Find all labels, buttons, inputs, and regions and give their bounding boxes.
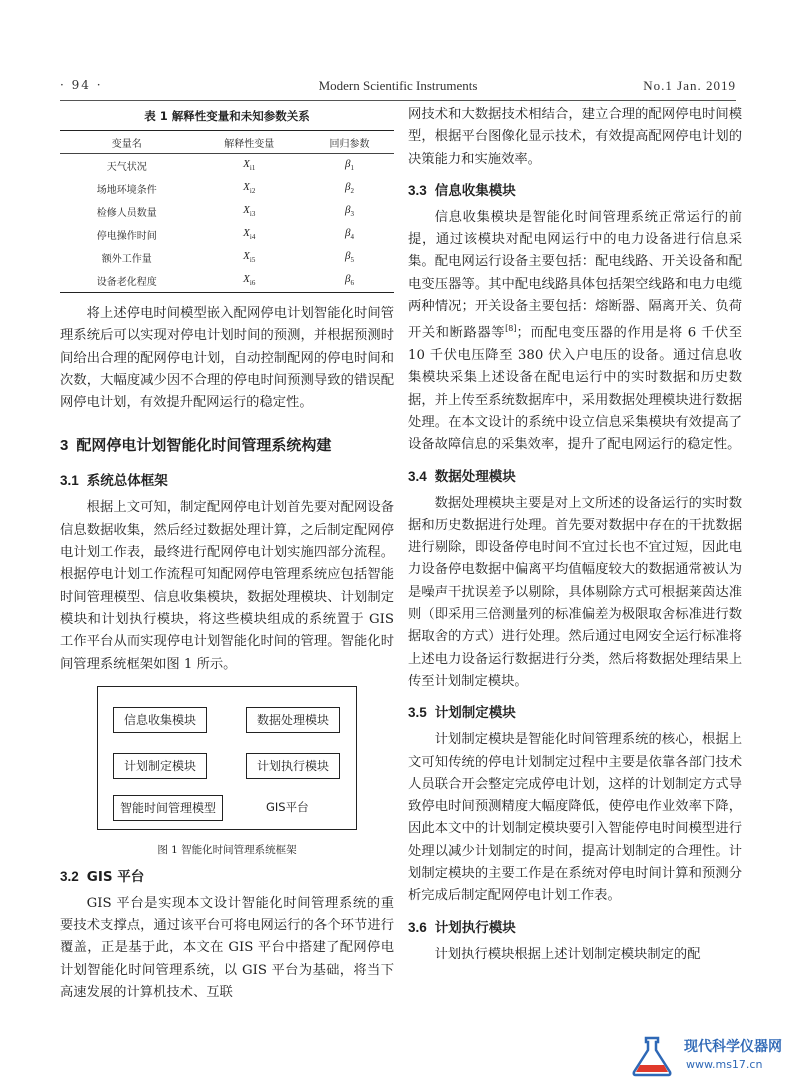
right-column — [408, 104, 742, 966]
table-row — [60, 246, 394, 269]
data-processing-box: 数据处理模块 — [246, 707, 340, 733]
paragraph: 根据上文可知，制定配网停电计划首先要对配网设备信息数据收集，然后经过数据处理计算，之后制定配网停电计划工作表，最终进行配网停电计划实施四部分流程。根据停电计划工作流程可知配网停电管理系统应包括智能时间管理模型、信息收集模块，数据处理模块、计划制定模块和计划执行模块，将这些模块组成的系统置于 GIS 工作平台从而实现停电计划智能化时间的管理。智能化时间管理系统框架如图 1 所示。 — [60, 500, 394, 672]
table-caption: 表 1 解释性变量和未知参数关系 — [144, 109, 310, 123]
section-heading-3-6 — [408, 916, 742, 936]
paragraph: 网技术和大数据技术相结合，建立合理的配网停电时间模型，根据平台图像化显示技术，有效提高配网停电计划的决策能力和实施效率。 — [408, 107, 742, 167]
watermark-name: 现代科学仪器网 — [684, 1039, 782, 1055]
section-number: 3.1 — [60, 473, 79, 489]
page-number: · 94 · — [60, 78, 103, 92]
table-row — [60, 269, 394, 293]
variable-name-cell: 设备老化程度 — [60, 269, 194, 293]
watermark-url: www.ms17.cn — [686, 1058, 763, 1071]
plan-execution-box: 计划执行模块 — [246, 753, 340, 779]
paragraph: 计划执行模块根据上述计划制定模块制定的配 — [434, 946, 701, 962]
regression-param-cell: $\beta_4$ — [344, 227, 354, 242]
explanatory-variable-cell: $X_{i2}$ — [243, 181, 256, 196]
paragraph-text: 信息收集模块是智能化时间管理系统正常运行的前提，通过该模块对配电网运行中的电力设备进行信息采集。配电网运行设备主要包括：配电线路、开关设备和配电变压器等。其中配电线路具体包括架空线路和电力电缆两种情况；开关设备主要包括：熔断器、隔离开关、负荷开关和断路器等 — [408, 209, 742, 341]
section-heading-3 — [60, 434, 394, 455]
column-header: 回归参数 — [305, 131, 394, 154]
column-header: 变量名 — [60, 131, 194, 154]
flask-logo-icon — [628, 1034, 678, 1078]
section-number: 3.5 — [408, 705, 427, 721]
table-row — [60, 200, 394, 223]
table-row — [60, 223, 394, 246]
left-column — [60, 104, 394, 1004]
paragraph: 计划制定模块是智能化时间管理系统的核心，根据上文可知传统的停电计划制定过程中主要是依靠各部门技术人员联合开会整定完成停电计划，这样的计划制定方式导致停电时间预测精度大幅度降低，使停电作业效率下降，因此本文中的计划制定模块要引入智能停电时间模型进行处理以减少计划制定的时间，提高计划制定的合理性。计划制定模块的主要工作是在系统对停电时间计算和预测分析完成后制定配网停电计划工作表。 — [408, 732, 742, 904]
site-watermark — [628, 1030, 800, 1080]
section-number: 3.3 — [408, 182, 427, 198]
column-header: 解释性变量 — [194, 131, 305, 154]
section-title: 数据处理模块 — [434, 468, 516, 485]
paragraph: 将上述停电时间模型嵌入配网停电计划智能化时间管理系统后可以实现对停电计划时间的预测，并根据预测时间给出合理的配网停电计划，自动控制配网的停电时间和次数，大幅度减少因不合理的停电时间预测导致的错误配网停电计划，有效提升配网运行的稳定性。 — [60, 306, 394, 411]
info-collection-box: 信息收集模块 — [113, 707, 207, 733]
section-heading-3-3 — [408, 179, 742, 199]
section-number: 3.2 — [60, 868, 79, 884]
header-rule — [60, 100, 736, 101]
regression-param-cell: $\beta_5$ — [344, 250, 354, 265]
table-row — [60, 177, 394, 200]
regression-param-cell: $\beta_2$ — [344, 181, 354, 196]
explanatory-variable-cell: $X_{i6}$ — [194, 269, 305, 293]
plan-making-box: 计划制定模块 — [113, 753, 207, 779]
table-row — [60, 154, 394, 178]
paragraph-text: ；而配电变压器的作用是将 6 千伏至 10 千伏电压降至 380 伏入户电压的设备。通过信息收集模块采集上述设备在配电运行中的实时数据和历史数据，并上传至系统数据库中，采用数据处理模块进行数据处理。在本文设计的系统中设立信息采集模块有效提高了设备故障信息的采集效率，提升了配电网运行的稳定性。 — [408, 325, 743, 453]
section-title: 配网停电计划智能化时间管理系统构建 — [76, 436, 332, 455]
explanatory-variable-cell: $X_{i1}$ — [243, 158, 256, 173]
regression-param-cell: $\beta_1$ — [344, 158, 354, 173]
gis-platform-label: GIS平台 — [266, 799, 309, 814]
variable-name-cell: 额外工作量 — [101, 254, 152, 265]
explanatory-variable-cell: $X_{i3}$ — [243, 204, 256, 219]
section-title: 信息收集模块 — [434, 182, 516, 199]
issue-date: No.1 Jan. 2019 — [643, 78, 736, 93]
running-header — [60, 78, 736, 96]
variable-name-cell: 检修人员数量 — [96, 208, 157, 219]
figure-caption: 图 1 智能化时间管理系统框架 — [157, 843, 297, 856]
section-number: 3.6 — [408, 919, 427, 935]
variable-name-cell: 天气状况 — [106, 162, 147, 173]
variable-name-cell: 停电操作时间 — [96, 231, 157, 242]
explanatory-variable-cell: $X_{i4}$ — [243, 227, 256, 242]
regression-param-cell: $\beta_6$ — [305, 269, 394, 293]
section-number: 3 — [60, 437, 69, 455]
citation: [8] — [505, 324, 517, 334]
section-title: GIS 平台 — [86, 868, 145, 885]
figure-1-diagram — [97, 686, 357, 830]
paragraph — [408, 207, 742, 457]
section-heading-3-2 — [60, 865, 394, 885]
section-heading-3-5 — [408, 701, 742, 721]
regression-param-cell: $\beta_3$ — [344, 204, 354, 219]
journal-title: Modern Scientific Instruments — [318, 78, 478, 93]
section-title: 计划制定模块 — [434, 705, 516, 722]
section-title: 计划执行模块 — [434, 919, 516, 936]
time-model-box: 智能时间管理模型 — [113, 795, 223, 821]
variables-table — [60, 130, 394, 293]
paragraph: 数据处理模块主要是对上文所述的设备运行的实时数据和历史数据进行处理。首先要对数据中存在的干扰数据进行剔除，即设备停电时间不宜过长也不宜过短，因此电力设备停电数据中偏离平均值幅度较大的数据通常被认为是噪声干扰误差予以剔除，具体剔除方式可根据莱茵达准则（即采用三倍测量列的标准偏差为极限取舍标准进行数据取舍的方式）进行处理。然后通过电网安全运行标准将上述电力设备运行数据进行分类，然后将数据处理结果上传至计划制定模块。 — [408, 495, 742, 689]
explanatory-variable-cell: $X_{i5}$ — [243, 250, 256, 265]
section-number: 3.4 — [408, 468, 427, 484]
section-heading-3-4 — [408, 465, 742, 485]
table-header-row — [60, 131, 394, 154]
variable-name-cell: 场地环境条件 — [96, 185, 157, 196]
paragraph: GIS 平台是实现本文设计智能化时间管理系统的重要技术支撑点，通过该平台可将电网运行的各个环节进行覆盖，正是基于此，本文在 GIS 平台中搭建了配网停电计划智能化时间管理系统，以 GIS 平台为基础，将当下高速发展的计算机技术、互联 — [60, 895, 394, 1001]
section-heading-3-1 — [60, 469, 394, 489]
section-title: 系统总体框架 — [86, 473, 168, 490]
